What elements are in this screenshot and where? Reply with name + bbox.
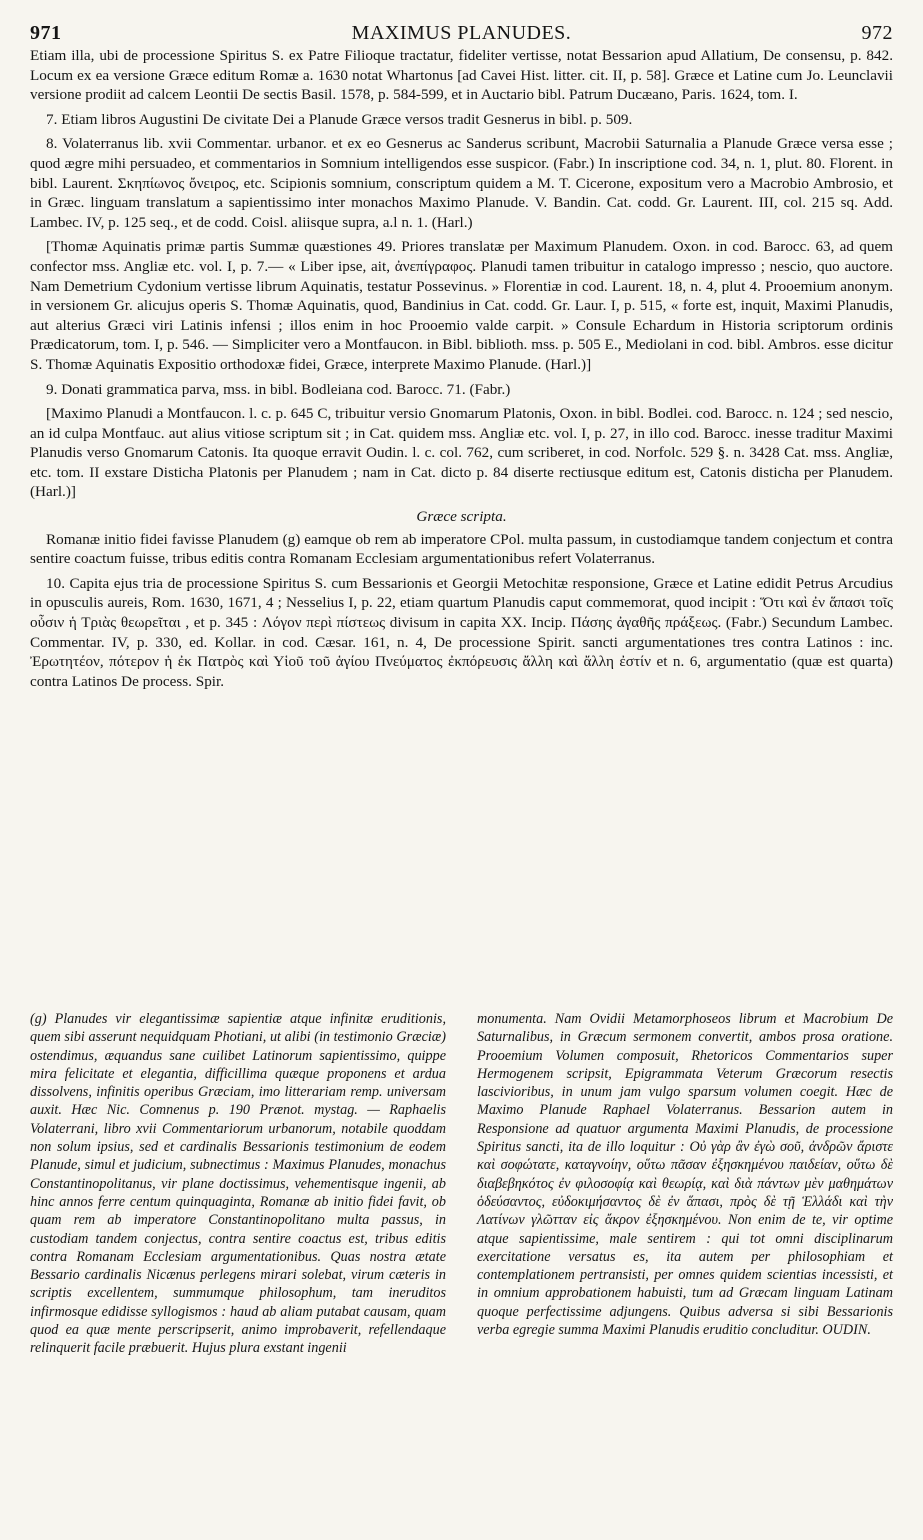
paragraph: 7. Etiam libros Augustini De civitate Dei a Planude Græce versos tradit Gesnerus in bibl. p. 509. [46, 110, 633, 128]
paragraph: Etiam illa, ubi de processione Spiritus S. ex Patre Filioque tractatur, fideliter vertisse, notat Bessarion apud Allatium, De consensu, p. 842. Locum ex ea versione Græce editum Romæ a. 1630 notat Whartonus [ad Cavei Hist. litter. cit. II, p. 58]. Græce et Latine cum Jo. Leunclavii versione prodiit ad calcem Leontii De sectis Basil. 1578, p. 584-599, et in Auctario bibl. Patrum Ducæano, Paris. 1624, tom. I. [30, 47, 893, 104]
page-number-left: 971 [30, 22, 62, 44]
running-title: MAXIMUS PLANUDES. [351, 22, 572, 44]
paragraph: [Thomæ Aquinatis primæ partis Summæ quæstiones 49. Priores translatæ per Maximum Planudem. Oxon. in cod. Barocc. 63, ad quem confector mss. Angliæ etc. vol. I, p. 7.— « Liber ipse, ait, ἀνεπίγραφος. Planudi tamen tribuitur in catalogo impresso ; nescio, quo auctore. Nam Demetrium Cydonium vertisse librum Aquinatis, testatur Possevinus. » Florentiæ in cod. Laurent. 18, n. 4, plut 4. Prooemium anonym. in versionem Gr. alicujus operis S. Thomæ Aquinatis, quod, Bandinius in Cat. codd. Gr. Laur. I, p. 515, « forte est, inquit, Maximi Planudis, aut alterius Græci viri Latinis infensi ; illos enim in hoc Prooemio valde carpit. » Consule Echardum in Historia scriptorum ordinis Prædicatorum, tom. I, p. 546. — Simpliciter vero a Montfaucon. in Bibl. biblioth. mss. p. 505 E., Mediolani in cod. bibl. Ambros. esse dicitur S. Thomæ Aquinatis Expositio orthodoxæ fidei, Græce, interprete Maximo Planude. (Harl.)] [30, 238, 893, 373]
footnote-column-left [30, 1010, 446, 1358]
footnote-text: (g) Planudes vir elegantissimæ sapientiæ atque infinitæ eruditionis, quem sibi asserunt nequidquam Photiani, ut alibi (in testimonio Græciæ) ostendimus, æquandus sane cuilibet Latinorum sapientissimo, quippe mira felicitate et elegantia, difficillima quæque proponens et ardua dissolvens, infinitis operibus Græciam, imo litterariam remp. universam auxit. Hæc Nic. Comnenus p. 190 Prænot. mystag. — Raphaelis Volaterrani, libro xvii Commentariorum urbanorum, notabile quoddam non solum ipsius, sed et cardinalis Bessarionis testimonium de eodem Planude, simul et judicium, subnectimus : Maximus Planudes, monachus Constantinopolitanus, vir plane doctissimus, vehementisque ingenii, ab hinc annos ferre centum quinquaginta, Romanæ ab initio fidei favit, ob quam rem ab imperatore Constantinopolitano multa passus, in custodiam tandem conjectus, contra sentire coactus est, tribus editis contra Romanam Ecclesiam argumentationibus. Quas nostra ætate Bessario cardinalis Nicænus perlegens mirari solebat, virum cæteris in scriptis excellentem, summumque philosophum, tam ineruditos infirmosque edidisse syllogismos : haud ab aliam putabat causam, quam quod ea quæ mente perscripserit, animo improbaverit, refellendaque relinquerit facile præbuerit. Hujus plura exstant ingenii [30, 1011, 446, 1357]
main-text [30, 46, 893, 696]
page-number-right: 972 [861, 22, 893, 44]
paragraph: 9. Donati grammatica parva, mss. in bibl. Bodleiana cod. Barocc. 71. (Fabr.) [46, 380, 511, 398]
footnote-text: monumenta. Nam Ovidii Metamorphoseos librum et Macrobium De Saturnalibus, in Græcum sermonem convertit, ambos prosa oratione. Prooemium Volumen composuit, Rhetoricos Commentarios super Hermogenem scripsit, Epigrammata Veterum Græcorum resectis lascivioribus, in unum jam vulgo sparsum volumen coegit. Hæc de Maximo Planude Raphael Volaterranus. Bessarion autem in Responsione ad quatuor argumenta Maximi Planudis, de processione Spiritus sancti, ita de illo loquitur : Οὐ γὰρ ἂν ἐγὼ σοῦ, ἀνδρῶν ἄριστε καὶ σοφώτατε, καταγνοίην, οὕτω πᾶσαν ἐξησκημένου παιδείαν, οὕτω δὲ διαβεβηκότος ἐν φιλοσοφίᾳ καὶ θεωρίᾳ, καὶ διὰ πάντων μὲν μαθημάτων ὁδεύσαντος, εὐδοκιμήσαντος δὲ ἐν ἅπασι, πρὸς δὲ τῇ Ἑλλάδι καὶ τὴν Λατίνων γλῶτταν εἰς ἄκρον ἐξησκημένου. Non enim de te, vir optime atque sapientissime, male sentirem : qui tot omni disciplinarum exercitatione versatus es, ita autem per philosophiam et contemplationem pertransisti, per omnes quidem scientias incessisti, et in omnium approbationem habuisti, tum ad Græcam linguam Latinam quoque perfectissime adjungens. Quibus adversa si sibi Bessarionis verba egregie summa Maximi Planudis eruditio concluditur. OUDIN. [477, 1011, 893, 1339]
paragraph: [Maximo Planudi a Montfaucon. l. c. p. 645 C, tribuitur versio Gnomarum Platonis, Oxon. in bibl. Bodlei. cod. Barocc. n. 124 ; sed nescio, an id culpa Montfauc. aut alius vitiose scriptum sit ; in Cat. quidem mss. Angliæ etc. vol. I, p. 27, in illo cod. Barocc. inesse traditur Maximi Planudis verso Gnomarum Catonis. Ita quoque erravit Oudin. l. c. col. 762, cum scriberet, in cod. Norfolc. 529 §. n. 3428 Cat. mss. Angliæ, etc. tom. II exstare Disticha Platonis per Planudem ; nam in Cat. dicto p. 84 diserte rectiusque editum est, Catonis disticha per Planudem. (Harl.)] [30, 405, 893, 501]
section-heading: Græce scripta. [416, 508, 507, 526]
paragraph: Romanæ initio fidei favisse Planudem (g) eamque ob rem ab imperatore CPol. multa passum, in custodiamque tandem conjectum et contra sentire coactum fuisse, tribus editis contra Romanam Ecclesiam argumentationibus refert Volaterranus. [30, 530, 893, 568]
paragraph: 10. Capita ejus tria de processione Spiritus S. cum Bessarionis et Georgii Metochitæ responsione, Græce et Latine edidit Petrus Arcudius in opusculis aureis, Rom. 1630, 1671, 4 ; Nesselius I, p. 22, etiam quartum Planudis caput commemorat, quod incipit : Ὅτι καὶ ἐν ἅπασι τοῖς οὖσιν ἡ Τριὰς θεωρεῖται , et p. 345 : Λόγον περὶ πίστεως divisum in capita XX. Incip. Πάσης ἀγαθῆς πράξεως. (Fabr.) Secundum Lambec. Commentar. IV, p. 330, ed. Kollar. in cod. Cæsar. 161, n. 4, De processione Spirit. sancti argumentationes tres contra Latinos : inc. Ἐρωτητέον, πότερον ἡ ἐκ Πατρὸς καὶ Υἱοῦ τοῦ ἁγίου Πνεύματος ἐκπόρευσις ἄλλη καὶ ἄλλη ἐστίν et n. 6, argumentatio (quæ est quarta) contra Latinos De process. Spir. [30, 574, 893, 690]
footnote-column-right [477, 1010, 893, 1339]
paragraph: 8. Volaterranus lib. xvii Commentar. urbanor. et ex eo Gesnerus ac Sanderus scribunt, Macrobii Saturnalia a Planude Græce versa esse ; quod ægre mihi persuadeo, et commentarios in Somnium intelligendos esse suspicor. (Fabr.) In inscriptione cod. 34, n. 1, plut. 80. Florent. in bibl. Laurent. Σκηπίωνος ὄνειρος, etc. Scipionis somnium, conscriptum quidem a M. T. Cicerone, expositum vero a Macrobio Ambrosio, et in Græc. linguam translatum a sapientissimo inter monachos Maximo Planude. V. Bandin. Cat. codd. Gr. Laurent. III, col. 215 sq. Add. Lambec. IV, p. 125 seq., et de codd. Coisl. aliisque supra, a.l n. 1. (Harl.) [30, 135, 893, 231]
